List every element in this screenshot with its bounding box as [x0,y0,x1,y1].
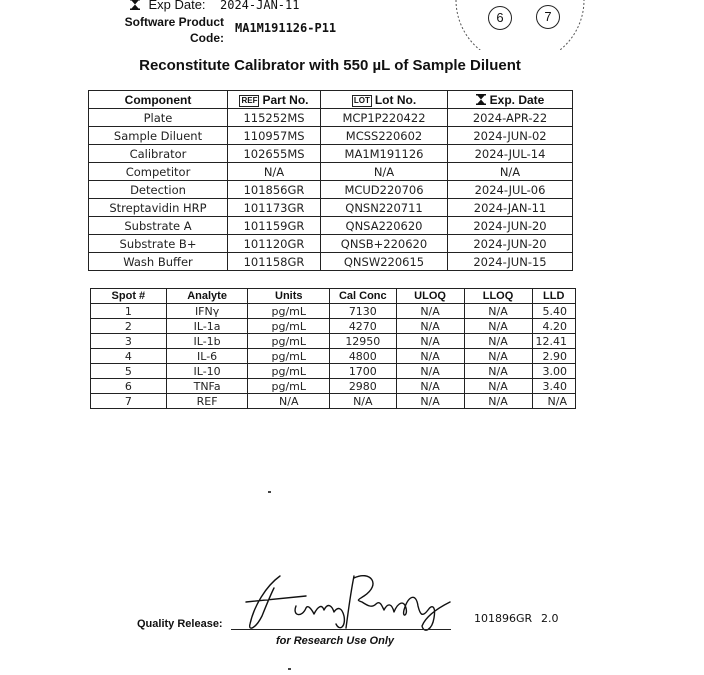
col-exp-date: Exp. Date [448,91,573,109]
analytes-table [90,288,576,409]
table-row: Substrate A 101159GR QNSA220620 2024-JUN-20 [89,217,573,235]
exp-date-row [130,0,299,14]
table-row: Calibrator 102655MS MA1M191126 2024-JUL-14 [89,145,573,163]
table-row: 3 IL-1b pg/mL 12950 N/A N/A 12.41 [91,334,576,349]
signature [236,566,456,638]
col-uloq: ULOQ [396,289,464,304]
table-row: Streptavidin HRP 101173GR QNSN220711 2024-JAN-11 [89,199,573,217]
signature-line [231,629,451,630]
col-cal-conc: Cal Conc [330,289,397,304]
table-row: 6 TNFa pg/mL 2980 N/A N/A 3.40 [91,379,576,394]
col-component: Component [89,91,228,109]
quality-release-label: Quality Release: [137,618,223,630]
analytes-header-row [91,289,576,304]
spot-6-circle: 6 [488,6,512,30]
table-row: 5 IL-10 pg/mL 1700 N/A N/A 3.00 [91,364,576,379]
col-lot-no: LOT Lot No. [321,91,448,109]
col-spot: Spot # [91,289,167,304]
col-lld: LLD [532,289,576,304]
col-units: Units [248,289,330,304]
document-number: 101896GR [474,612,533,625]
col-part-no: REF Part No. [228,91,321,109]
table-row: Substrate B+ 101120GR QNSB+220620 2024-JUN-20 [89,235,573,253]
components-header-row [89,91,573,109]
scan-speck [268,491,271,493]
table-row: 7 REF N/A N/A N/A N/A N/A [91,394,576,409]
table-row: Wash Buffer 101158GR QNSW220615 2024-JUN-15 [89,253,573,271]
col-lloq: LLOQ [464,289,532,304]
table-row: 2 IL-1a pg/mL 4270 N/A N/A 4.20 [91,319,576,334]
table-row: 4 IL-6 pg/mL 4800 N/A N/A 2.90 [91,349,576,364]
table-row: Competitor N/A N/A N/A [89,163,573,181]
table-row: Plate 115252MS MCP1P220422 2024-APR-22 [89,109,573,127]
table-row: Sample Diluent 110957MS MCSS220602 2024-JUN-02 [89,127,573,145]
col-analyte: Analyte [166,289,248,304]
table-row: 1 IFNγ pg/mL 7130 N/A N/A 5.40 [91,304,576,319]
research-use-note: for Research Use Only [276,635,394,647]
components-table [88,90,573,271]
page-title: Reconstitute Calibrator with 550 µL of Sample Diluent [139,57,521,74]
hourglass-icon [476,94,486,105]
lot-badge: LOT [353,95,370,105]
exp-date-label: Exp Date: [148,0,206,12]
software-code-label: Software Product Code: [124,15,224,45]
spot-layout-diagram [450,0,590,50]
document-version: 2.0 [541,612,559,625]
exp-date-value: 2024-JAN-11 [220,0,300,12]
software-code-value: MA1M191126-P11 [235,21,337,35]
ref-badge: REF [241,95,258,105]
table-row: Detection 101856GR MCUD220706 2024-JUL-06 [89,181,573,199]
spot-7-circle: 7 [536,5,560,29]
scan-speck [288,668,291,670]
hourglass-icon [130,0,140,10]
